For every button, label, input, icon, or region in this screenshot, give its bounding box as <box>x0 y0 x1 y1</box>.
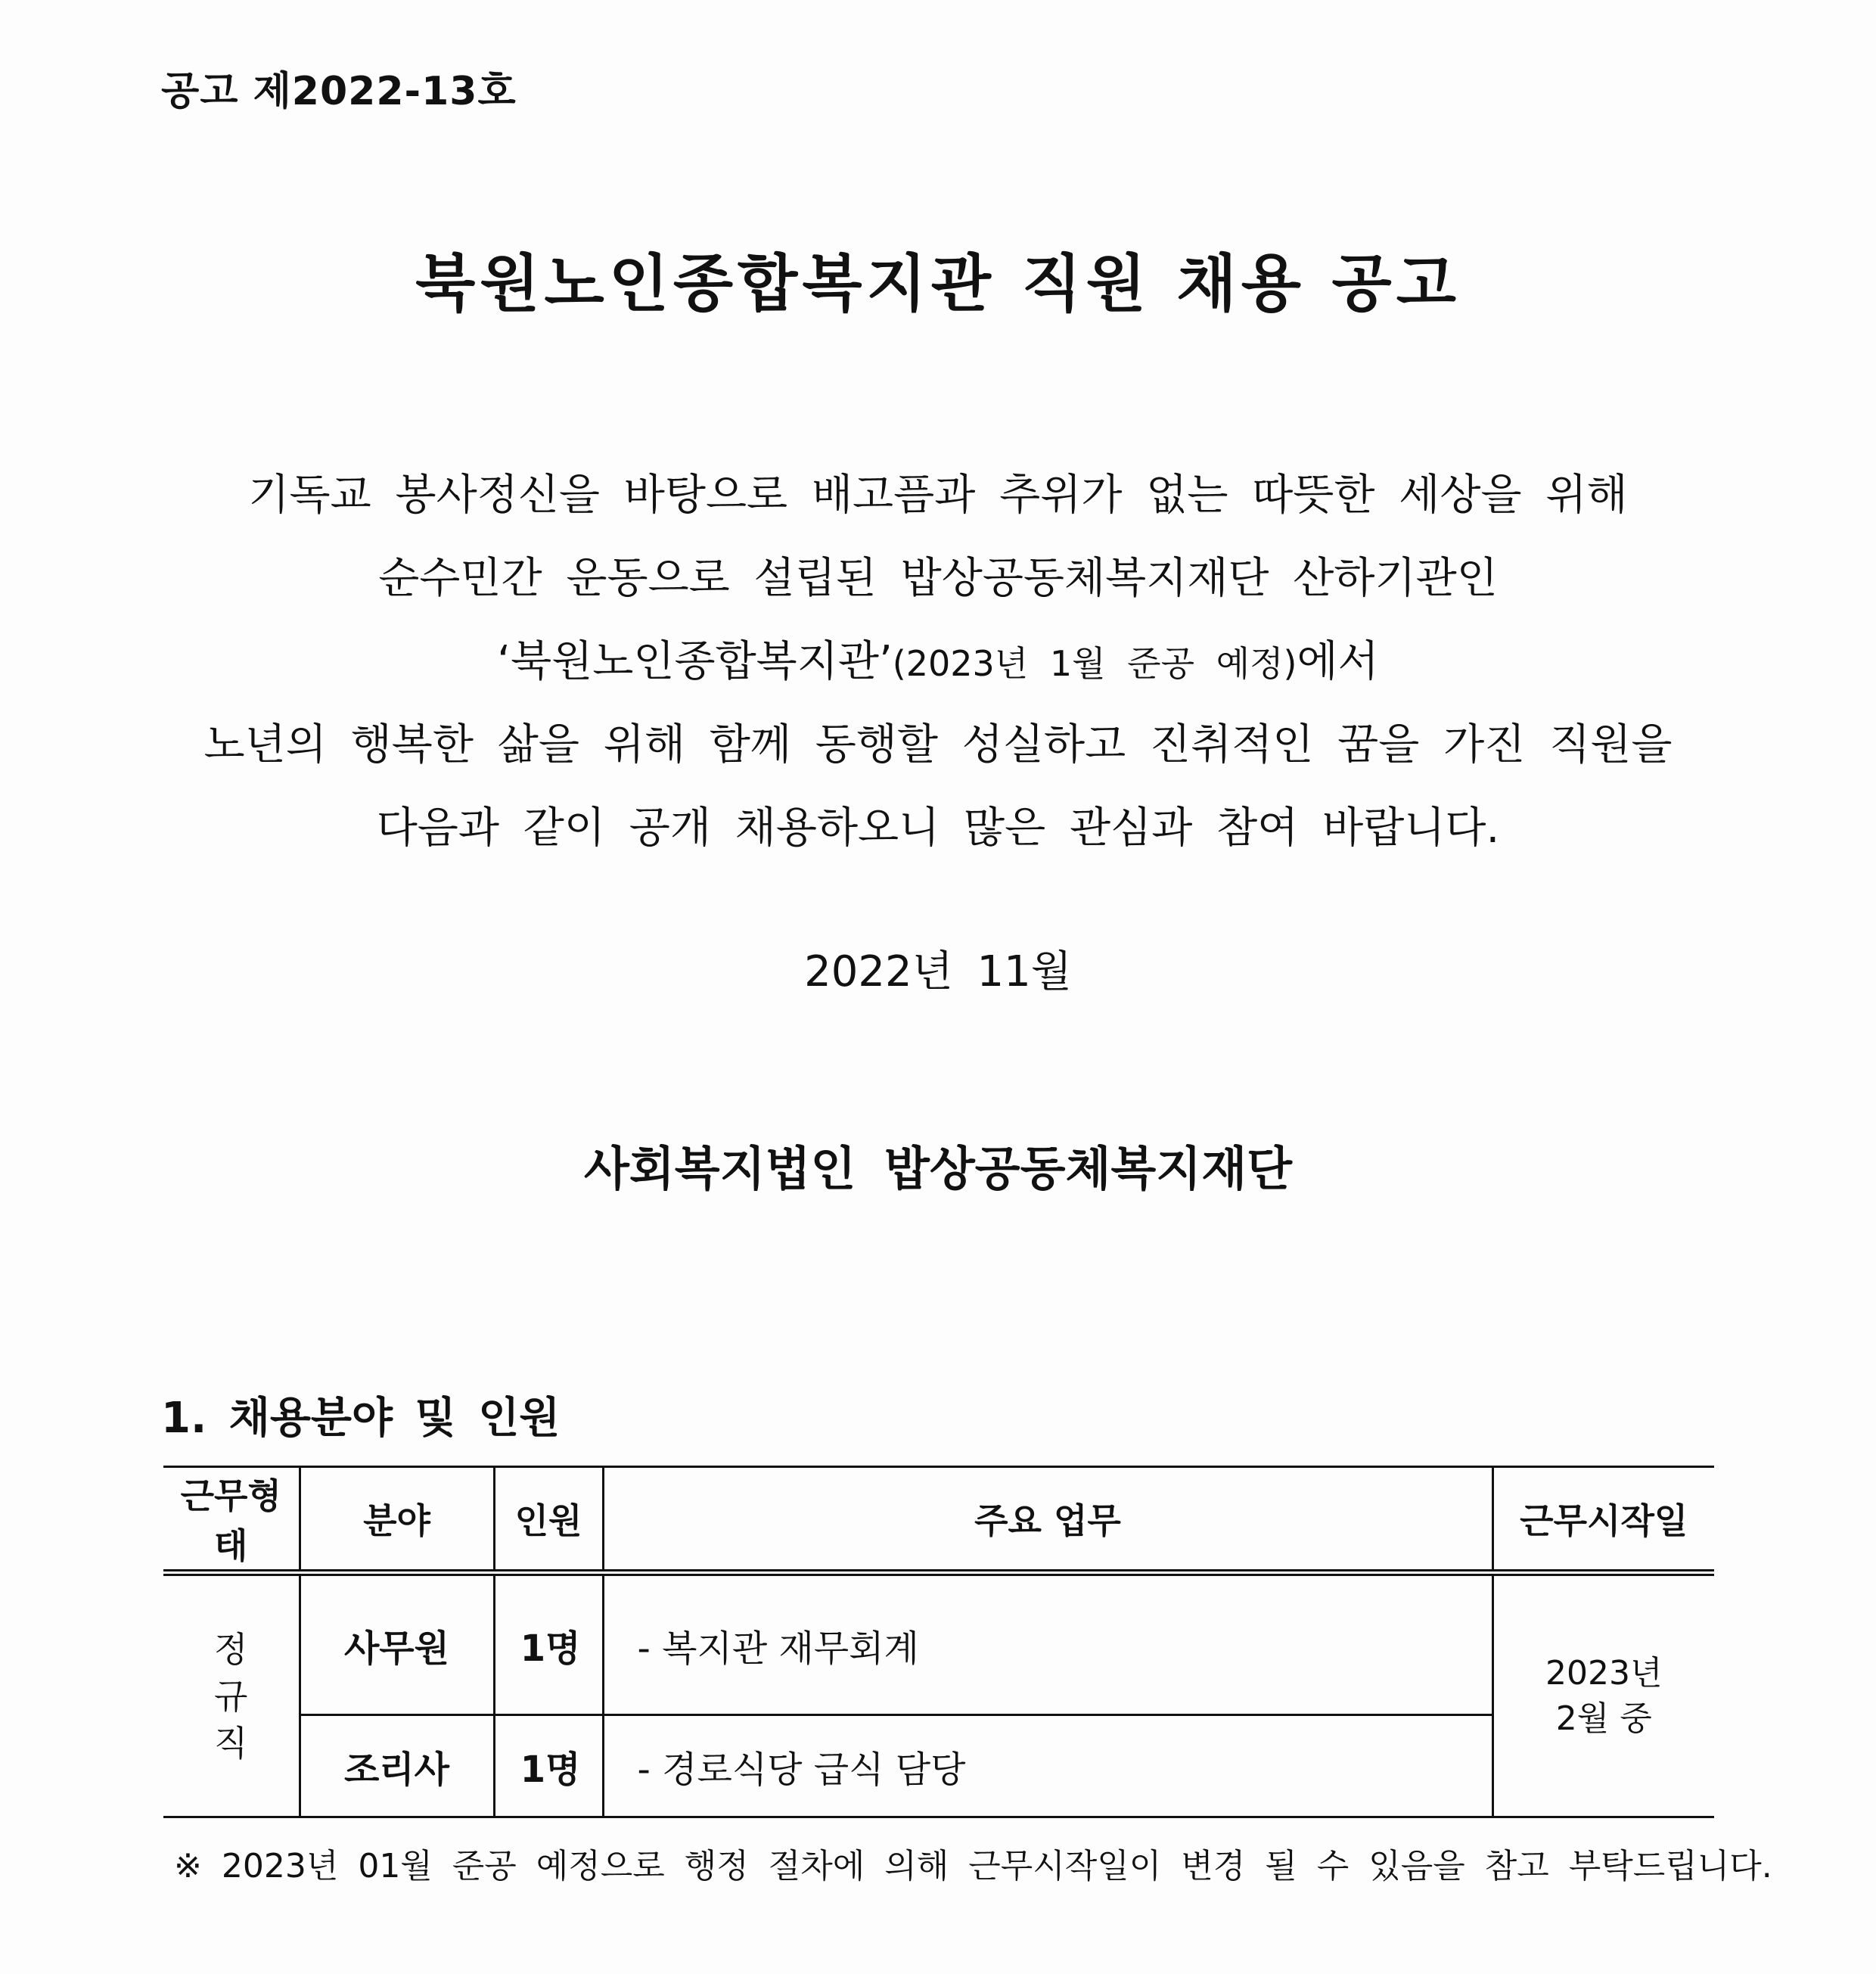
recruitment-table <box>163 1466 1714 1818</box>
employment-type-char: 규 <box>214 1675 248 1717</box>
headcount-cell: 1명 <box>494 1715 603 1817</box>
intro-line-3-end: 에서 <box>1297 637 1379 686</box>
section-title: 1. 채용분야 및 인원 <box>161 1394 561 1443</box>
intro-line-3 <box>0 620 1876 704</box>
employment-type-char: 정 <box>214 1628 248 1670</box>
table-row <box>163 1573 1714 1715</box>
header-start-date: 근무시작일 <box>1492 1467 1714 1573</box>
footnote: ※ 2023년 01월 준공 예정으로 행정 절차에 의해 근무시작일이 변경 될 수 있음을 참고 부탁드립니다. <box>174 1847 1772 1885</box>
headcount-cell: 1명 <box>494 1573 603 1715</box>
header-field: 분야 <box>300 1467 494 1573</box>
organization-name: 사회복지법인 밥상공동체복지재단 <box>584 1141 1292 1196</box>
table-row <box>163 1715 1714 1817</box>
intro-center-name: ‘북원노인종합복지관’ <box>497 637 893 686</box>
field-cell: 조리사 <box>300 1715 494 1817</box>
start-date-month: 2월 중 <box>1555 1699 1652 1738</box>
intro-line-5: 다음과 같이 공개 채용하오니 많은 관심과 참여 바랍니다. <box>376 804 1500 853</box>
employment-type-char: 직 <box>214 1722 248 1764</box>
document-title: 북원노인종합복지관 직원 채용 공고 <box>415 248 1461 320</box>
header-headcount: 인원 <box>494 1467 603 1573</box>
intro-line-1: 기독교 봉사정신을 바탕으로 배고픔과 추위가 없는 따뜻한 세상을 위해 <box>248 471 1628 520</box>
field-cell: 사무원 <box>300 1573 494 1715</box>
intro-completion-note: (2023년 1월 준공 예정) <box>892 643 1297 684</box>
duty-cell: - 경로식당 급식 담당 <box>603 1715 1492 1817</box>
duty-cell: - 복지관 재무회계 <box>603 1573 1492 1715</box>
header-main-duties: 주요 업무 <box>603 1467 1492 1573</box>
start-date-cell <box>1492 1573 1714 1817</box>
intro-paragraph <box>0 454 1876 870</box>
header-employment-type: 근무형태 <box>163 1467 300 1573</box>
employment-type-cell <box>163 1573 300 1817</box>
notice-number: 공고 제2022-13호 <box>161 69 517 114</box>
start-date-year: 2023년 <box>1545 1653 1663 1693</box>
publication-date: 2022년 11월 <box>804 947 1072 996</box>
table-header-row <box>163 1467 1714 1573</box>
intro-line-2: 순수민간 운동으로 설립된 밥상공동체복지재단 산하기관인 <box>378 554 1498 603</box>
intro-line-4: 노년의 행복한 삶을 위해 함께 동행할 성실하고 진취적인 꿈을 가진 직원을 <box>203 720 1673 769</box>
